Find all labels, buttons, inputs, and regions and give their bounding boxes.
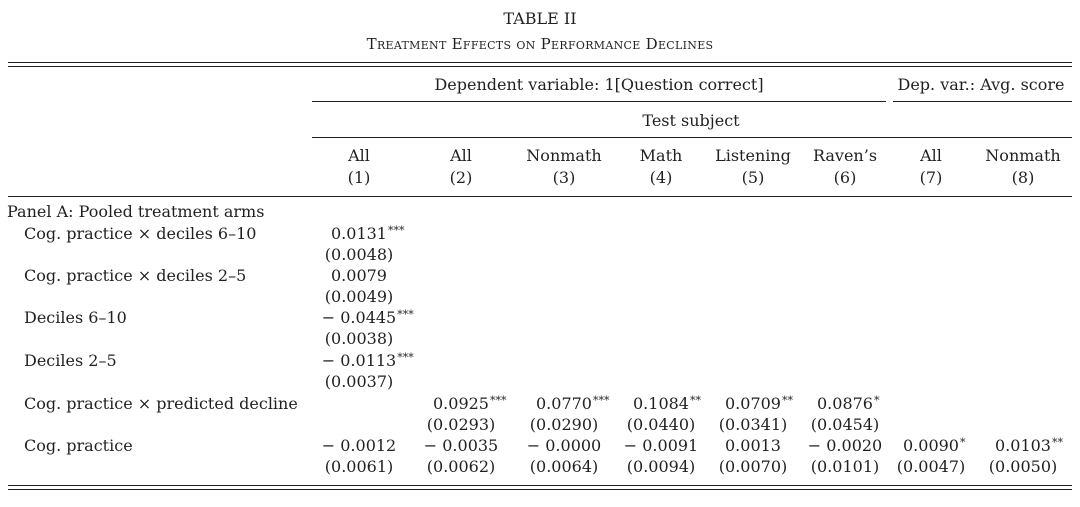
column-number: (3) — [552, 168, 576, 187]
column-number: (8) — [1011, 168, 1035, 187]
coef-value: 0.1084 — [633, 394, 689, 413]
coef-value: − 0.0020 — [807, 436, 883, 455]
se-value: (0.0101) — [810, 457, 880, 476]
coef-cell — [808, 436, 882, 456]
significance-stars: *** — [397, 308, 414, 321]
column-number: (4) — [649, 168, 673, 187]
se-value: (0.0038) — [324, 329, 394, 348]
significance-stars: ** — [689, 394, 701, 407]
column-name: All — [348, 146, 370, 165]
se-value: (0.0341) — [718, 415, 788, 434]
column-name: Raven’s — [812, 146, 878, 165]
se-value: (0.0454) — [810, 415, 880, 434]
column-number: (6) — [833, 168, 857, 187]
panel-a-label: Panel A: Pooled treatment arms — [7, 202, 265, 221]
se-value: (0.0293) — [426, 415, 496, 434]
row-label: Cog. practice × deciles 6–10 — [24, 224, 257, 243]
significance-stars: ** — [1051, 436, 1063, 449]
coef-value: 0.0131 — [331, 224, 387, 243]
dep-var-right-rule — [893, 101, 1072, 102]
header-bottom-rule — [8, 196, 1072, 197]
coef-value: 0.0709 — [725, 394, 781, 413]
coef-cell — [633, 394, 701, 414]
se-value: (0.0037) — [324, 372, 394, 391]
coef-value: 0.0770 — [536, 394, 592, 413]
column-name: All — [920, 146, 942, 165]
coef-value: − 0.0113 — [321, 351, 397, 370]
test-subject-rule — [312, 137, 1072, 138]
se-value: (0.0070) — [718, 457, 788, 476]
column-number: (1) — [347, 168, 371, 187]
top-rule-1 — [8, 62, 1072, 63]
coef-value: − 0.0091 — [623, 436, 699, 455]
significance-stars: *** — [592, 394, 610, 407]
coef-value: − 0.0035 — [423, 436, 499, 455]
table-title: Treatment Effects on Performance Declines — [366, 35, 714, 53]
column-number: (2) — [449, 168, 473, 187]
se-value: (0.0440) — [626, 415, 696, 434]
se-value: (0.0064) — [529, 457, 599, 476]
coef-cell — [527, 436, 601, 456]
top-rule-2 — [8, 66, 1072, 67]
dep-var-left-rule — [312, 101, 886, 102]
coef-cell — [536, 394, 609, 414]
column-name: Nonmath — [526, 146, 602, 165]
row-label: Deciles 6–10 — [24, 308, 127, 327]
coef-value: 0.0876 — [817, 394, 873, 413]
dep-var-left-header: Dependent variable: 1[Question correct] — [434, 75, 764, 94]
coef-value: 0.0090 — [903, 436, 959, 455]
se-value: (0.0061) — [324, 457, 394, 476]
significance-stars: *** — [489, 394, 507, 407]
column-number: (5) — [741, 168, 765, 187]
se-value: (0.0049) — [324, 287, 394, 306]
coef-cell — [725, 436, 781, 456]
significance-stars: *** — [397, 351, 414, 364]
row-label: Cog. practice × predicted decline — [24, 394, 298, 413]
column-name: All — [450, 146, 472, 165]
column-name: Nonmath — [985, 146, 1061, 165]
significance-stars: ** — [781, 394, 793, 407]
bottom-rule-1 — [8, 485, 1072, 486]
coef-value: − 0.0000 — [526, 436, 602, 455]
coef-cell — [424, 436, 498, 456]
coef-value: 0.0103 — [995, 436, 1051, 455]
significance-stars: *** — [387, 224, 405, 237]
significance-stars: * — [873, 394, 880, 407]
column-name: Math — [639, 146, 683, 165]
coef-cell — [322, 436, 396, 456]
column-name: Listening — [715, 146, 791, 165]
coef-cell — [331, 224, 404, 244]
row-label: Deciles 2–5 — [24, 351, 117, 370]
se-value: (0.0290) — [529, 415, 599, 434]
se-value: (0.0050) — [988, 457, 1058, 476]
se-value: (0.0062) — [426, 457, 496, 476]
coef-cell — [624, 436, 698, 456]
coef-value: − 0.0445 — [321, 308, 397, 327]
row-label: Cog. practice — [24, 436, 133, 455]
coef-value: 0.0079 — [331, 266, 387, 285]
coef-cell — [725, 394, 793, 414]
se-value: (0.0094) — [626, 457, 696, 476]
test-subject-header: Test subject — [642, 111, 740, 130]
se-value: (0.0048) — [324, 245, 394, 264]
coef-value: 0.0013 — [725, 436, 781, 455]
column-number: (7) — [919, 168, 943, 187]
coef-cell — [817, 394, 879, 414]
coef-cell — [903, 436, 965, 456]
row-label: Cog. practice × deciles 2–5 — [24, 266, 247, 285]
coef-cell — [331, 266, 387, 286]
coef-cell — [322, 308, 414, 328]
coef-value: − 0.0012 — [321, 436, 397, 455]
coef-value: 0.0925 — [433, 394, 489, 413]
significance-stars: * — [959, 436, 966, 449]
coef-cell — [322, 351, 414, 371]
bottom-rule-2 — [8, 489, 1072, 490]
coef-cell — [995, 436, 1063, 456]
coef-cell — [433, 394, 506, 414]
table-number: TABLE II — [503, 9, 577, 28]
dep-var-right-header: Dep. var.: Avg. score — [897, 75, 1065, 94]
se-value: (0.0047) — [896, 457, 966, 476]
